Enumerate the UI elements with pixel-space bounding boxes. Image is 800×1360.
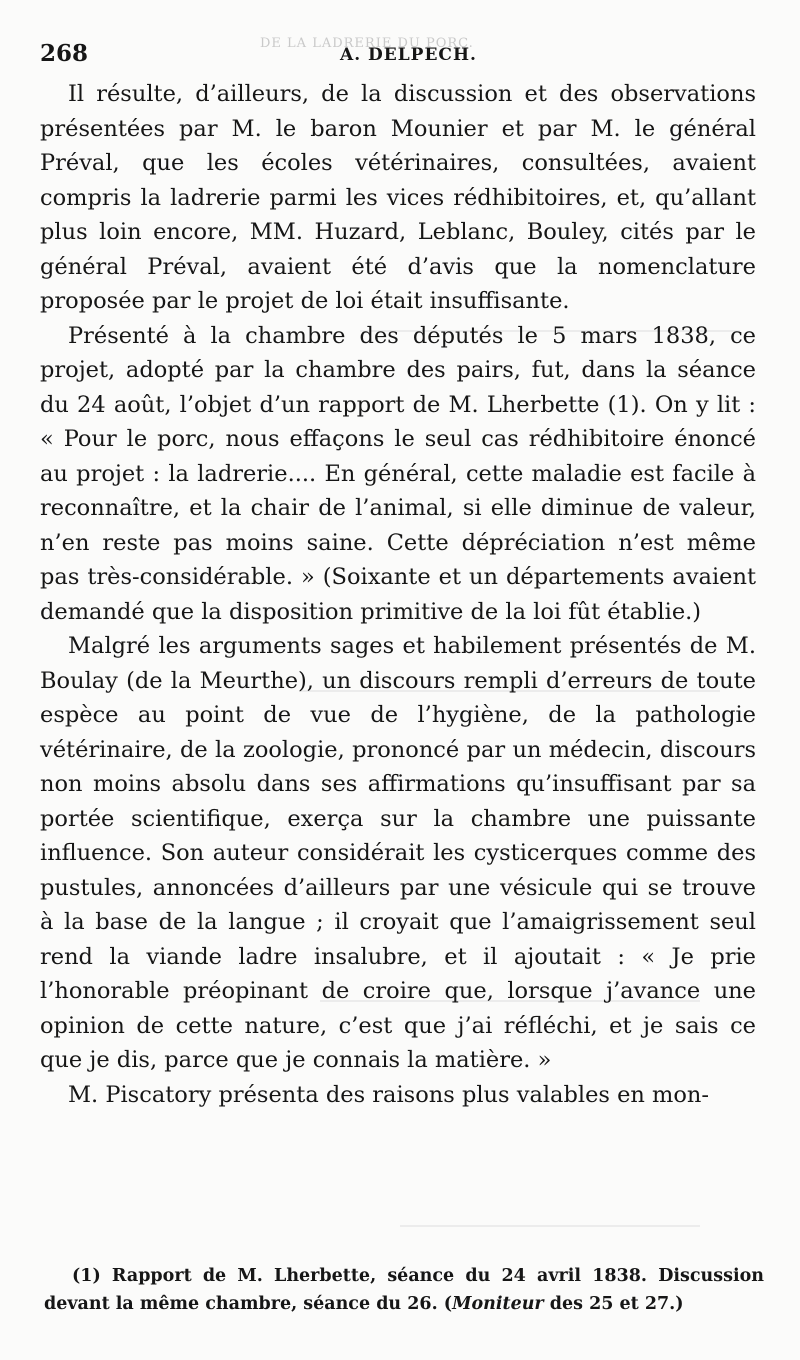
- paragraph-3: Malgré les arguments sages et habilement présentés de M. Boulay (de la Meurthe), un discours rempli d’erreurs de toute espèce au point de vue de l’hygiène, de la pathologie vétérinaire, de la zoologie, prononcé par un médecin, discours non moins absolu dans ses affirmations qu’insuffisant par sa portée scientifique, exerça sur la chambre une puissante influence. Son auteur considérait les cysticerques comme des pustules, annoncées d’ailleurs par une vésicule qui se trouve à la base de la langue ; il croyait que l’amaigrissement seul rend la viande ladre insalubre, et il ajoutait : « Je prie l’honorable préopinant de croire que, lorsque j’avance une opinion de cette nature, c’est que j’ai réfléchi, et je sais ce que je dis, parce que je connais la matière. »: [40, 633, 756, 1073]
- paragraph-4: M. Piscatory présenta des raisons plus valables en mon-: [68, 1081, 710, 1108]
- paragraph-1: Il résulte, d’ailleurs, de la discussion et des observations présentées par M. le baron Mounier et par M. le général Préval, que les écoles vétérinaires, consultées, avaient compris la ladrerie parmi les vices rédhibitoires, et, qu’allant plus loin encore, MM. Huzard, Leblanc, Bouley, cités par le général Préval, avaient été d’avis que la nomenclature proposée par le projet de loi était insuffisante.: [40, 81, 756, 314]
- paragraph-2: Présenté à la chambre des députés le 5 mars 1838, ce projet, adopté par la chambre des pairs, fut, dans la séance du 24 août, l’objet d’un rapport de M. Lherbette (1). On y lit : « Pour le porc, nous effaçons le seul cas rédhibitoire énoncé au projet : la ladrerie.... En général, cette maladie est facile à reconnaître, et la chair de l’animal, si elle diminue de valeur, n’en reste pas moins saine. Cette dépréciation n’est même pas très-considérable. » (Soixante et un départements avaient demandé que la disposition primitive de la loi fût établie.): [40, 322, 756, 625]
- footnote-text-end: des 25 et 27.): [543, 1294, 684, 1314]
- bleed-through-text: DE LA LADRERIE DU PORC.: [260, 36, 474, 51]
- page-number: 268: [40, 40, 89, 67]
- running-head: A. DELPECH.: [340, 45, 477, 65]
- footnote-text: (1) Rapport de M. Lherbette, séance du 24 avril 1838. Discussion devant la même chambre, séance du 26. (: [44, 1266, 764, 1314]
- footnote-italic: Moniteur: [452, 1294, 544, 1314]
- body-text: [40, 77, 756, 1112]
- footnote: [44, 1262, 764, 1318]
- page-header: [40, 40, 760, 70]
